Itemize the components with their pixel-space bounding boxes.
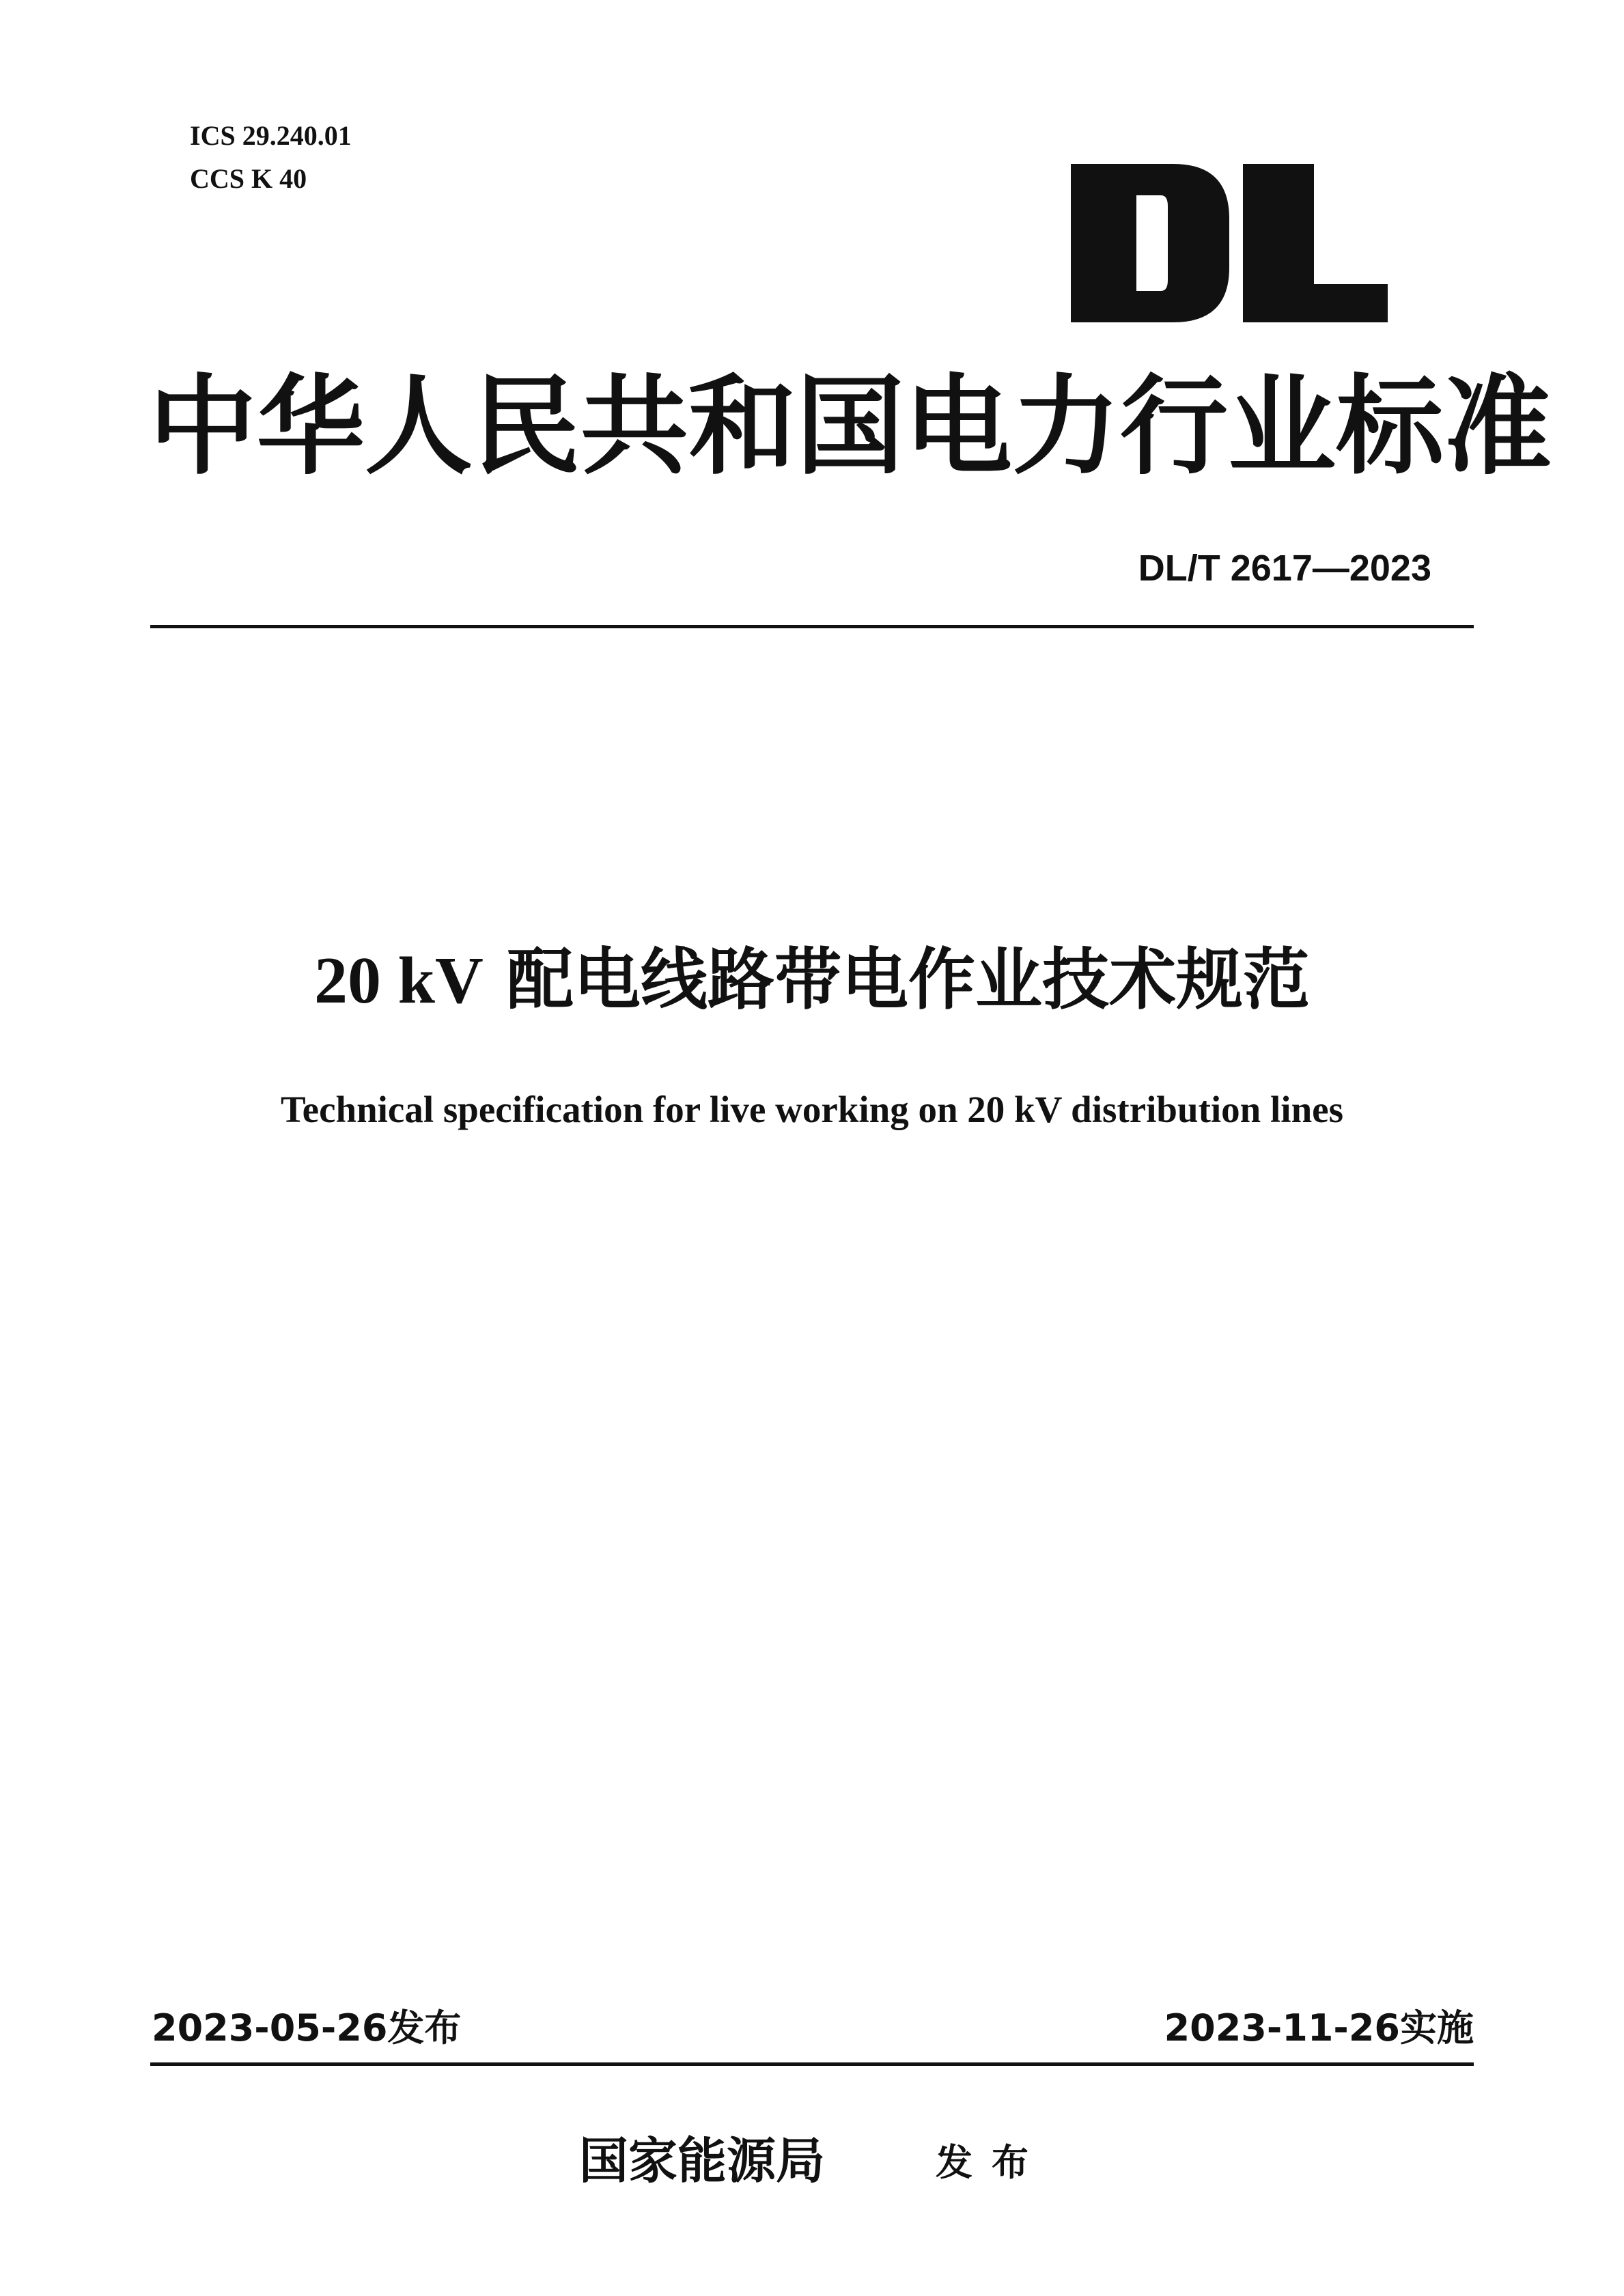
issue-label: 发布: [936, 2141, 1048, 2184]
header-divider: [150, 625, 1474, 628]
release-date: 2023-05-26发布: [152, 2006, 462, 2049]
ics-code: ICS 29.240.01: [190, 120, 352, 151]
implementation-date: 2023-11-26实施: [1164, 2006, 1474, 2049]
ccs-code: CCS K 40: [190, 163, 307, 194]
issuing-authority: 国家能源局: [579, 2132, 826, 2189]
national-standard-title: 中华人民共和国电力行业标准: [149, 364, 1552, 490]
standard-code: DL/T 2617—2023: [1138, 548, 1431, 589]
document-title-english: Technical specification for live working on 20 kV distribution lines: [281, 1089, 1343, 1130]
title-text: 配电线路带电作业技术规范: [506, 941, 1310, 1019]
footer-divider: [150, 2062, 1474, 2066]
dl-logo: [1071, 164, 1388, 322]
title-voltage: 20 kV: [314, 944, 484, 1018]
document-title-chinese: [0, 939, 1624, 1022]
